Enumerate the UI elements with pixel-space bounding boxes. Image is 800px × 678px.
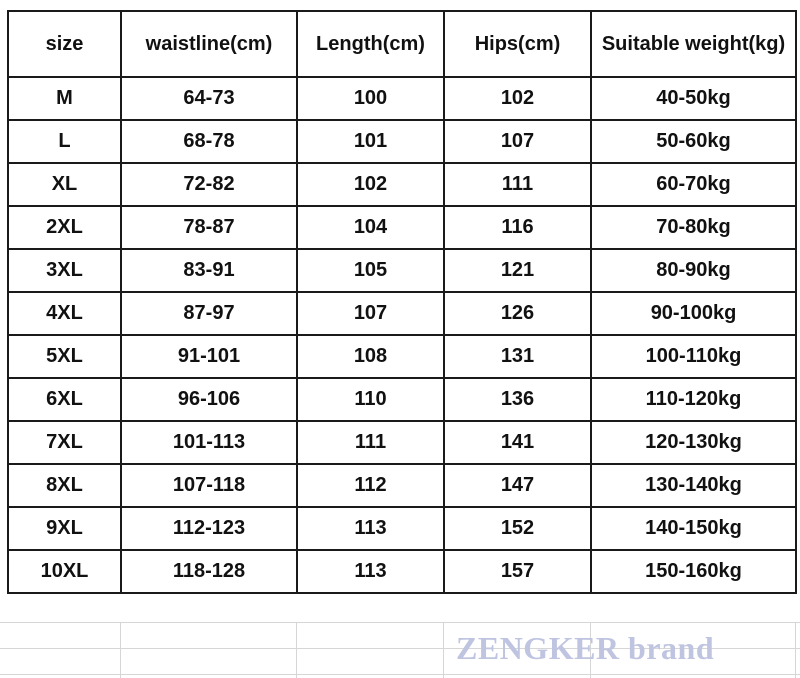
hips-cell: 116 [444, 206, 591, 249]
size-cell: 4XL [8, 292, 121, 335]
hips-cell: 111 [444, 163, 591, 206]
waistline-cell: 107-118 [121, 464, 297, 507]
length-cell: 111 [297, 421, 444, 464]
header-size: size [8, 11, 121, 77]
waistline-cell: 87-97 [121, 292, 297, 335]
header-row [8, 11, 796, 77]
hips-cell: 107 [444, 120, 591, 163]
hips-cell: 102 [444, 77, 591, 120]
length-cell: 104 [297, 206, 444, 249]
table-row [8, 77, 796, 120]
header-length: Length(cm) [297, 11, 444, 77]
header-waistline: waistline(cm) [121, 11, 297, 77]
table-body [8, 77, 796, 593]
waistline-cell: 72-82 [121, 163, 297, 206]
waistline-cell: 83-91 [121, 249, 297, 292]
table-row [8, 163, 796, 206]
table-row [8, 421, 796, 464]
hips-cell: 136 [444, 378, 591, 421]
weight-cell: 40-50kg [591, 77, 796, 120]
size-cell: 3XL [8, 249, 121, 292]
grid-line [795, 622, 796, 678]
header-suitable-weight: Suitable weight(kg) [591, 11, 796, 77]
length-cell: 107 [297, 292, 444, 335]
table-row [8, 292, 796, 335]
table-row [8, 507, 796, 550]
weight-cell: 100-110kg [591, 335, 796, 378]
hips-cell: 152 [444, 507, 591, 550]
grid-line [296, 622, 297, 678]
weight-cell: 60-70kg [591, 163, 796, 206]
hips-cell: 141 [444, 421, 591, 464]
length-cell: 112 [297, 464, 444, 507]
length-cell: 105 [297, 249, 444, 292]
waistline-cell: 101-113 [121, 421, 297, 464]
size-cell: 5XL [8, 335, 121, 378]
weight-cell: 150-160kg [591, 550, 796, 593]
weight-cell: 90-100kg [591, 292, 796, 335]
table-row [8, 120, 796, 163]
size-cell: M [8, 77, 121, 120]
length-cell: 110 [297, 378, 444, 421]
weight-cell: 50-60kg [591, 120, 796, 163]
weight-cell: 110-120kg [591, 378, 796, 421]
grid-line [120, 622, 121, 678]
weight-cell: 120-130kg [591, 421, 796, 464]
table-row [8, 378, 796, 421]
length-cell: 101 [297, 120, 444, 163]
hips-cell: 121 [444, 249, 591, 292]
table-row [8, 249, 796, 292]
size-cell: 6XL [8, 378, 121, 421]
size-cell: XL [8, 163, 121, 206]
length-cell: 108 [297, 335, 444, 378]
size-cell: 2XL [8, 206, 121, 249]
length-cell: 102 [297, 163, 444, 206]
table-row [8, 550, 796, 593]
waistline-cell: 96-106 [121, 378, 297, 421]
size-cell: 9XL [8, 507, 121, 550]
size-cell: 7XL [8, 421, 121, 464]
brand-watermark: ZENGKER brand [456, 630, 715, 666]
table-row [8, 206, 796, 249]
size-cell: 8XL [8, 464, 121, 507]
size-cell: 10XL [8, 550, 121, 593]
length-cell: 113 [297, 550, 444, 593]
size-cell: L [8, 120, 121, 163]
weight-cell: 80-90kg [591, 249, 796, 292]
waistline-cell: 64-73 [121, 77, 297, 120]
hips-cell: 147 [444, 464, 591, 507]
weight-cell: 140-150kg [591, 507, 796, 550]
waistline-cell: 68-78 [121, 120, 297, 163]
waistline-cell: 91-101 [121, 335, 297, 378]
waistline-cell: 118-128 [121, 550, 297, 593]
grid-line [443, 622, 444, 678]
hips-cell: 131 [444, 335, 591, 378]
table-row [8, 464, 796, 507]
table-row [8, 335, 796, 378]
weight-cell: 70-80kg [591, 206, 796, 249]
header-hips: Hips(cm) [444, 11, 591, 77]
weight-cell: 130-140kg [591, 464, 796, 507]
size-chart-table [7, 10, 797, 594]
length-cell: 113 [297, 507, 444, 550]
hips-cell: 126 [444, 292, 591, 335]
waistline-cell: 78-87 [121, 206, 297, 249]
hips-cell: 157 [444, 550, 591, 593]
length-cell: 100 [297, 77, 444, 120]
waistline-cell: 112-123 [121, 507, 297, 550]
